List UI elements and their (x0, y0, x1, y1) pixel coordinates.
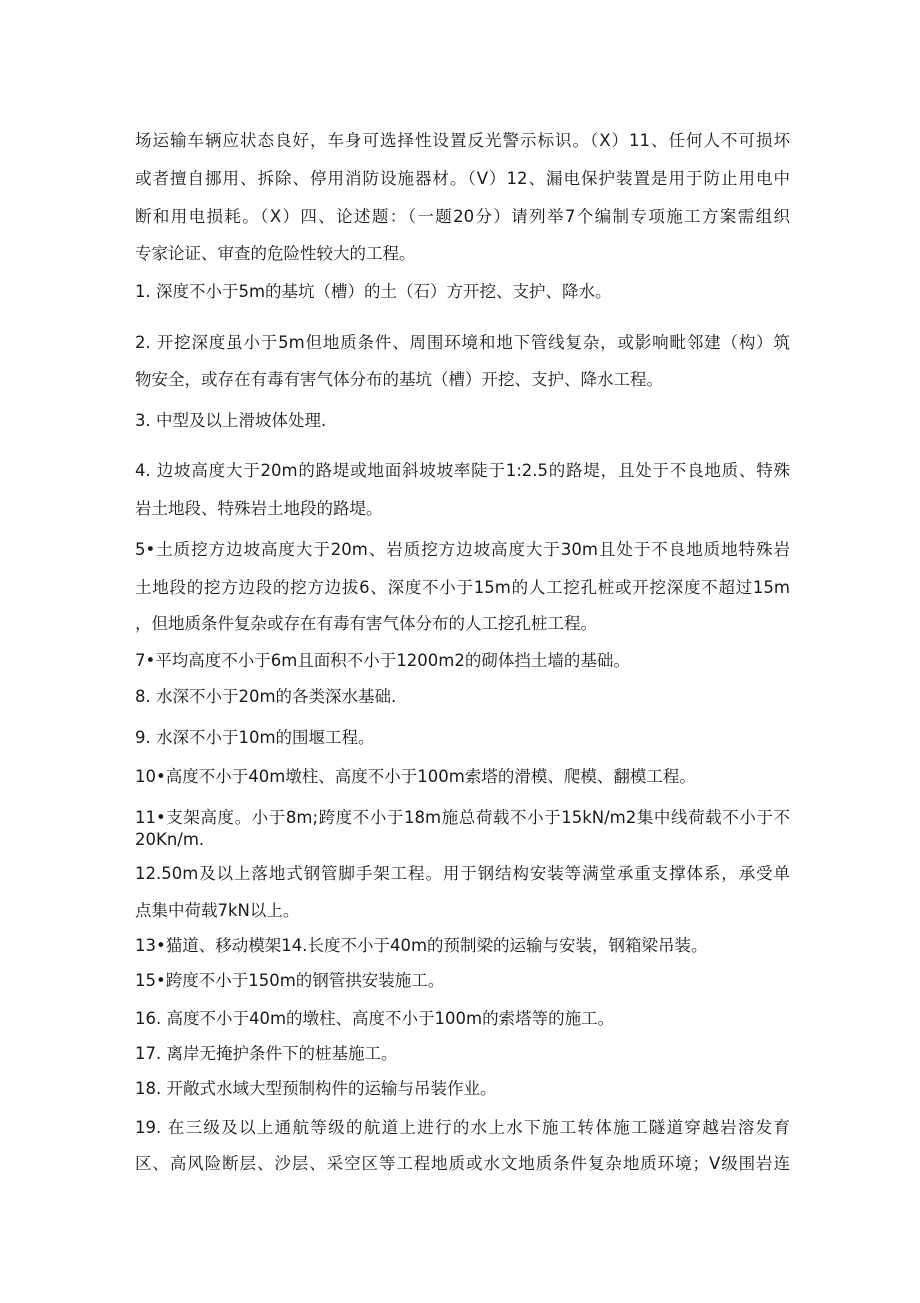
list-item-12: 12.50m及以上落地式钢管脚手架工程。用于钢结构安装等满堂承重支撑体系，承受单 (135, 864, 790, 883)
list-item-18: 18. 开敞式水域大型预制构件的运输与吊装作业。 (135, 1079, 497, 1098)
text-line: 点集中荷载7kN以上。 (135, 901, 300, 920)
list-item-17: 17. 离岸无掩护条件下的桩基施工。 (135, 1044, 398, 1063)
list-item-3: 3. 中型及以上滑坡体处理. (135, 411, 327, 430)
text-line: 物安全，或存在有毒有害气体分布的基坑（槽）开挖、支护、降水工程。 (135, 370, 663, 389)
list-item-5: 5•土质挖方边坡高度大于20m、岩质挖方边坡高度大于30m且处于不良地质地特殊岩 (135, 540, 790, 559)
list-item-4: 4. 边坡高度大于20m的路堤或地面斜坡坡率陡于1:2.5的路堤，且处于不良地质、特殊 (135, 461, 790, 480)
text-line: 区、高风险断层、沙层、采空区等工程地质或水文地质条件复杂地质环境；V级围岩连 (135, 1154, 790, 1173)
list-item-16: 16. 高度不小于40m的墩柱、高度不小于100m的索塔等的施工。 (135, 1009, 615, 1028)
list-item-7: 7•平均高度不小于6m且面积不小于1200m2的砌体挡土墙的基础。 (135, 651, 630, 670)
text-line: 岩土地段、特殊岩土地段的路堤。 (135, 499, 383, 518)
list-item-8: 8. 水深不小于20m的各类深水基础. (135, 687, 397, 706)
text-line: 土地段的挖方边段的挖方边拔6、深度不小于15m的人工挖孔桩或开挖深度不超过15m (135, 578, 790, 597)
text-line: ，但地质条件复杂或存在有毒有害气体分布的人工挖孔桩工程。 (135, 614, 597, 633)
list-item-15: 15•跨度不小于150m的钢管拱安装施工。 (135, 971, 445, 990)
list-item-1: 1. 深度不小于5m的基坑（槽）的土（石）方开挖、支护、降水。 (135, 282, 612, 301)
list-item-10: 10•高度不小于40m墩柱、高度不小于100m索塔的滑模、爬模、翻模工程。 (135, 767, 696, 786)
text-line: 场运输车辆应状态良好，车身可选择性设置反光警示标识。（X）11、任何人不可损坏 (135, 131, 790, 150)
text-line: 专家论证、审查的危险性较大的工程。 (135, 244, 416, 263)
text-line: 20Kn/m. (135, 830, 205, 849)
text-line: 断和用电损耗。（X）四、论述题：（一题20分）请列举7个编制专项施工方案需组织 (135, 207, 790, 226)
list-item-9: 9. 水深不小于10m的围堰工程。 (135, 728, 375, 747)
list-item-2: 2. 开挖深度虽小于5m但地质条件、周围环境和地下管线复杂，或影响毗邻建（构）筑 (135, 333, 790, 352)
text-line: 或者擅自挪用、拆除、停用消防设施器材。（V）12、漏电保护装置是用于防止用电中 (135, 169, 790, 188)
list-item-19: 19. 在三级及以上通航等级的航道上进行的水上水下施工转体施工隧道穿越岩溶发育 (135, 1118, 790, 1137)
list-item-13: 13•猫道、移动模架14.长度不小于40m的预制梁的运输与安装，钢箱梁吊装。 (135, 936, 708, 955)
list-item-11: 11•支架高度。小于8m;跨度不小于18m施总荷载不小于15kN/m2集中线荷载不小于不 (135, 808, 790, 827)
